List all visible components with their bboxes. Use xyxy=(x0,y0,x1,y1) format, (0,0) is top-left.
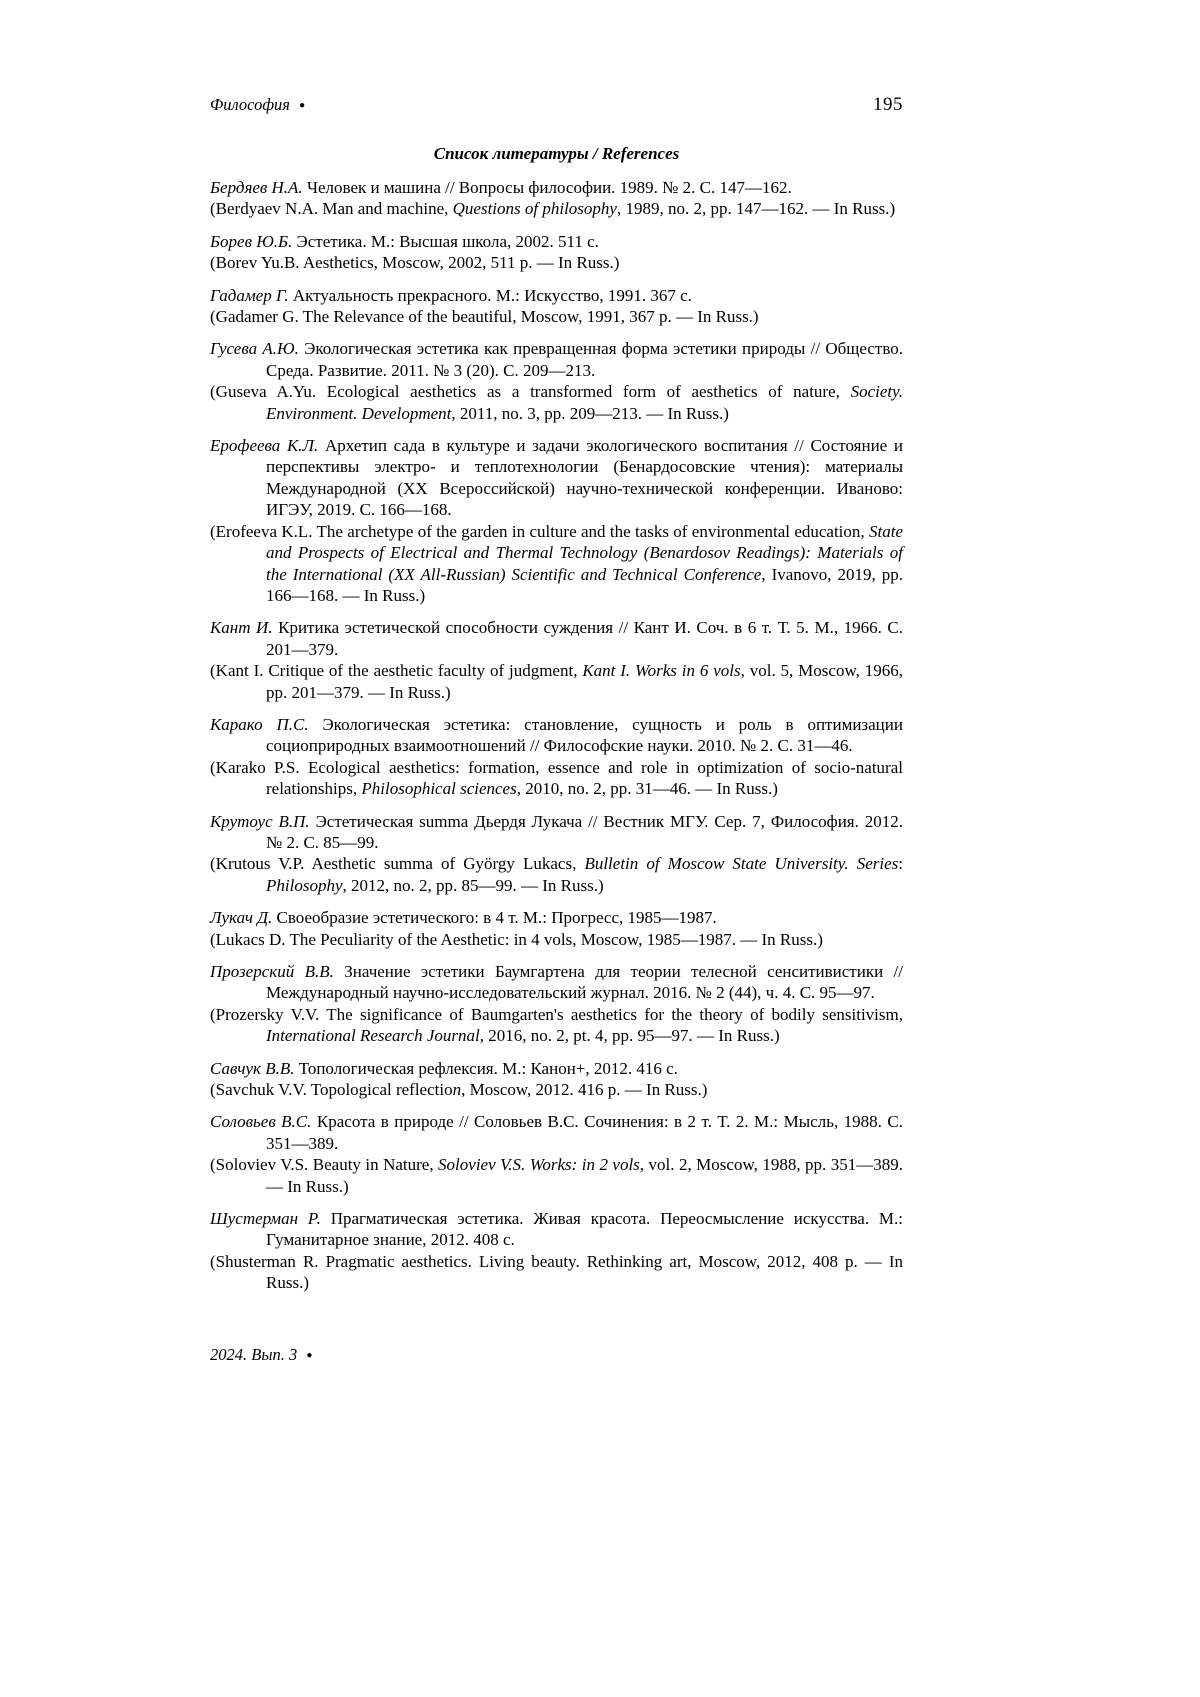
reference-entry xyxy=(210,285,903,328)
section-title: Список литературы / References xyxy=(433,144,680,163)
running-head xyxy=(210,95,305,115)
citation-text: Архетип сада в культуре и задачи экологического воспитания // Состояние и перспективы электро- и теплотехнологии (Бенардосовские чтения): материалы Международной (XX Всероссийской) научно-технической конференции. Иваново: ИГЭУ, 2019. С. 166—168. xyxy=(266,436,903,520)
cited-work-title: Kant I. Works in 6 vols xyxy=(582,661,741,681)
reference-translation-en xyxy=(210,929,903,950)
cited-work-title: Гадамер Г. xyxy=(210,285,289,305)
reference-citation-ru xyxy=(210,1111,903,1154)
cited-work-title: n xyxy=(452,1080,462,1100)
reference-entry xyxy=(210,231,903,274)
cited-work-title: Карако П.С. xyxy=(210,714,309,734)
reference-citation-ru xyxy=(210,231,903,252)
reference-entry xyxy=(210,961,903,1047)
reference-citation-ru xyxy=(210,714,903,757)
citation-text: Актуальность прекрасного. М.: Искусство, 1991. 367 с. xyxy=(288,285,692,305)
citation-text: Значение эстетики Баумгартена для теории телесной сенситивистики // Международный научно-исследовательский журнал. 2016. № 2 (44), ч. 4. С. 95—97. xyxy=(266,962,903,1003)
cited-work-title: Борев Ю.Б. xyxy=(210,231,293,251)
reference-entry xyxy=(210,338,903,424)
reference-translation-en xyxy=(210,381,903,424)
references-list xyxy=(210,177,903,1305)
reference-translation-en xyxy=(210,198,903,219)
citation-text: , Moscow, 2012. 416 p. — In Russ.) xyxy=(461,1080,708,1100)
citation-text: , Ivanovo, 2019, pp. 166—168. — In Russ.) xyxy=(266,564,903,605)
reference-entry xyxy=(210,177,903,220)
footer-text: 2024. Вып. 3 xyxy=(210,1345,298,1364)
citation-text: Экологическая эстетика: становление, сущность и роль в оптимизации социоприродных взаимоотношений // Философские науки. 2010. № 2. С. 31—46. xyxy=(266,714,903,756)
reference-citation-ru xyxy=(210,435,903,521)
reference-citation-ru xyxy=(210,617,903,660)
reference-citation-ru xyxy=(210,285,903,306)
cited-work-title: Philosophical sciences xyxy=(361,779,517,799)
cited-work-title: Бердяев Н.А. xyxy=(210,178,303,197)
reference-citation-ru xyxy=(210,338,903,381)
citation-text: , 2011, no. 3, pp. 209—213. — In Russ.) xyxy=(451,403,729,423)
cited-work-title: State and Prospects of Electrical and Thermal Technology (Benardosov Readings): Materials of the International (XX All-Russian) Scientific and Technical Conference xyxy=(266,521,903,584)
cited-work-title: Гусева А.Ю. xyxy=(210,339,299,359)
citation-text: Прагматическая эстетика. Живая красота. Переосмысление искусства. М.: Гуманитарное знание, 2012. 408 с. xyxy=(266,1209,904,1250)
citation-text: Человек и машина // Вопросы философии. 1989. № 2. С. 147—162. xyxy=(302,178,792,197)
reference-entry xyxy=(210,811,903,897)
reference-entry xyxy=(210,714,903,800)
cited-work-title: International Research Journal xyxy=(266,1026,480,1046)
citation-text: (Prozersky V.V. The significance of Baumgarten's aesthetics for the theory of bodily sensitivism, xyxy=(210,1004,903,1024)
reference-entry xyxy=(210,617,903,703)
reference-citation-ru xyxy=(210,1208,903,1251)
citation-text: Экологическая эстетика как превращенная форма эстетики природы // Общество. Среда. Развитие. 2011. № 3 (20). С. 209—213. xyxy=(266,339,903,380)
cited-work-title: Лукач Д. xyxy=(210,908,273,928)
citation-text: (Borev Yu.B. Aesthetics, Moscow, 2002, 511 p. — In Russ.) xyxy=(210,253,620,273)
citation-text: Эстетика. М.: Высшая школа, 2002. 511 с. xyxy=(292,231,599,251)
running-head-text: Философия xyxy=(210,95,290,114)
citation-text: , vol. 5, Moscow, 1966, pp. 201—379. — In Russ.) xyxy=(266,661,903,702)
citation-text: (Erofeeva K.L. The archetype of the garden in culture and the tasks of environmental education, xyxy=(210,521,869,541)
reference-citation-ru xyxy=(210,1058,903,1079)
reference-citation-ru xyxy=(210,177,903,198)
citation-text: (Soloviev V.S. Beauty in Nature, xyxy=(210,1155,439,1175)
citation-text: , 1989, no. 2, pp. 147—162. — In Russ.) xyxy=(616,199,896,219)
citation-text: , 2012, no. 2, pp. 85—99. — In Russ.) xyxy=(342,875,604,895)
page-header xyxy=(210,94,903,116)
citation-text: (Krutous V.P. Aesthetic summa of György Lukacs, xyxy=(210,854,585,874)
reference-entry xyxy=(210,1111,903,1197)
citation-text: , 2016, no. 2, pt. 4, pp. 95—97. — In Russ.) xyxy=(479,1026,780,1046)
citation-text: , 2010, no. 2, pp. 31—46. — In Russ.) xyxy=(516,779,778,799)
reference-translation-en xyxy=(210,1079,903,1100)
reference-translation-en xyxy=(210,1154,903,1197)
citation-text: : xyxy=(898,854,903,874)
citation-text: (Berdyaev N.A. Man and machine, xyxy=(210,199,453,219)
cited-work-title: Ерофеева К.Л. xyxy=(210,436,319,456)
citation-text: (Guseva A.Yu. Ecological aesthetics as a transformed form of aesthetics of nature, xyxy=(210,382,851,402)
cited-work-title: Soloviev V.S. Works: in 2 vols xyxy=(438,1155,640,1175)
citation-text: Красота в природе // Соловьев В.С. Сочинения: в 2 т. Т. 2. М.: Мысль, 1988. С. 351—389. xyxy=(266,1112,903,1153)
cited-work-title: Савчук В.В. xyxy=(210,1058,295,1078)
cited-work-title: Прозерский В.В. xyxy=(210,962,334,981)
citation-text: (Shusterman R. Pragmatic aesthetics. Living beauty. Rethinking art, Moscow, 2012, 408 p. — In Russ.) xyxy=(210,1251,903,1293)
citation-text: Топологическая рефлексия. М.: Канон+, 2012. 416 с. xyxy=(294,1058,678,1078)
citation-text: (Lukacs D. The Peculiarity of the Aesthetic: in 4 vols, Moscow, 1985—1987. — In Russ.) xyxy=(210,929,823,949)
page-footer xyxy=(210,1345,312,1365)
citation-text: (Gadamer G. The Relevance of the beautiful, Moscow, 1991, 367 p. — In Russ.) xyxy=(210,307,759,327)
reference-citation-ru xyxy=(210,961,903,1004)
reference-translation-en xyxy=(210,306,903,327)
citation-text: (Kant I. Critique of the aesthetic faculty of judgment, xyxy=(210,661,583,681)
cited-work-title: Шустерман Р. xyxy=(210,1209,321,1229)
reference-entry xyxy=(210,435,903,606)
cited-work-title: Philosophy xyxy=(266,875,343,895)
cited-work-title: Society. Environment. Development xyxy=(266,382,903,423)
citation-text: Своеобразие эстетического: в 4 т. М.: Прогресс, 1985—1987. xyxy=(272,908,717,928)
citation-text: (Savchuk V.V. Topological reflectio xyxy=(210,1080,453,1100)
reference-translation-en xyxy=(210,757,903,800)
bullet-icon: ● xyxy=(306,1350,313,1361)
reference-citation-ru xyxy=(210,811,903,854)
cited-work-title: Крутоус В.П. xyxy=(210,811,310,831)
reference-entry xyxy=(210,1208,903,1294)
reference-entry xyxy=(210,1058,903,1101)
citation-text: Эстетическая summa Дьердя Лукача // Вестник МГУ. Сер. 7, Философия. 2012. № 2. С. 85—99. xyxy=(266,811,903,852)
page-number: 195 xyxy=(873,94,903,115)
cited-work-title: Bulletin of Moscow State University. Series xyxy=(584,854,899,874)
citation-text: Критика эстетической способности суждения // Кант И. Соч. в 6 т. Т. 5. М., 1966. С. 201—379. xyxy=(266,618,903,659)
citation-text: , vol. 2, Moscow, 1988, pp. 351—389. — In Russ.) xyxy=(266,1155,904,1196)
cited-work-title: Questions of philosophy xyxy=(452,199,617,219)
reference-translation-en xyxy=(210,521,903,607)
cited-work-title: Соловьев В.С. xyxy=(210,1112,312,1132)
citation-text: (Karako P.S. Ecological aesthetics: formation, essence and role in optimization of socio-natural relationships, xyxy=(210,757,903,799)
reference-translation-en xyxy=(210,660,903,703)
reference-translation-en xyxy=(210,1251,903,1294)
reference-translation-en xyxy=(210,853,903,896)
reference-citation-ru xyxy=(210,907,903,928)
reference-translation-en xyxy=(210,252,903,273)
cited-work-title: Кант И. xyxy=(210,618,273,638)
reference-translation-en xyxy=(210,1004,903,1047)
bullet-icon: ● xyxy=(299,100,306,111)
reference-entry xyxy=(210,907,903,950)
